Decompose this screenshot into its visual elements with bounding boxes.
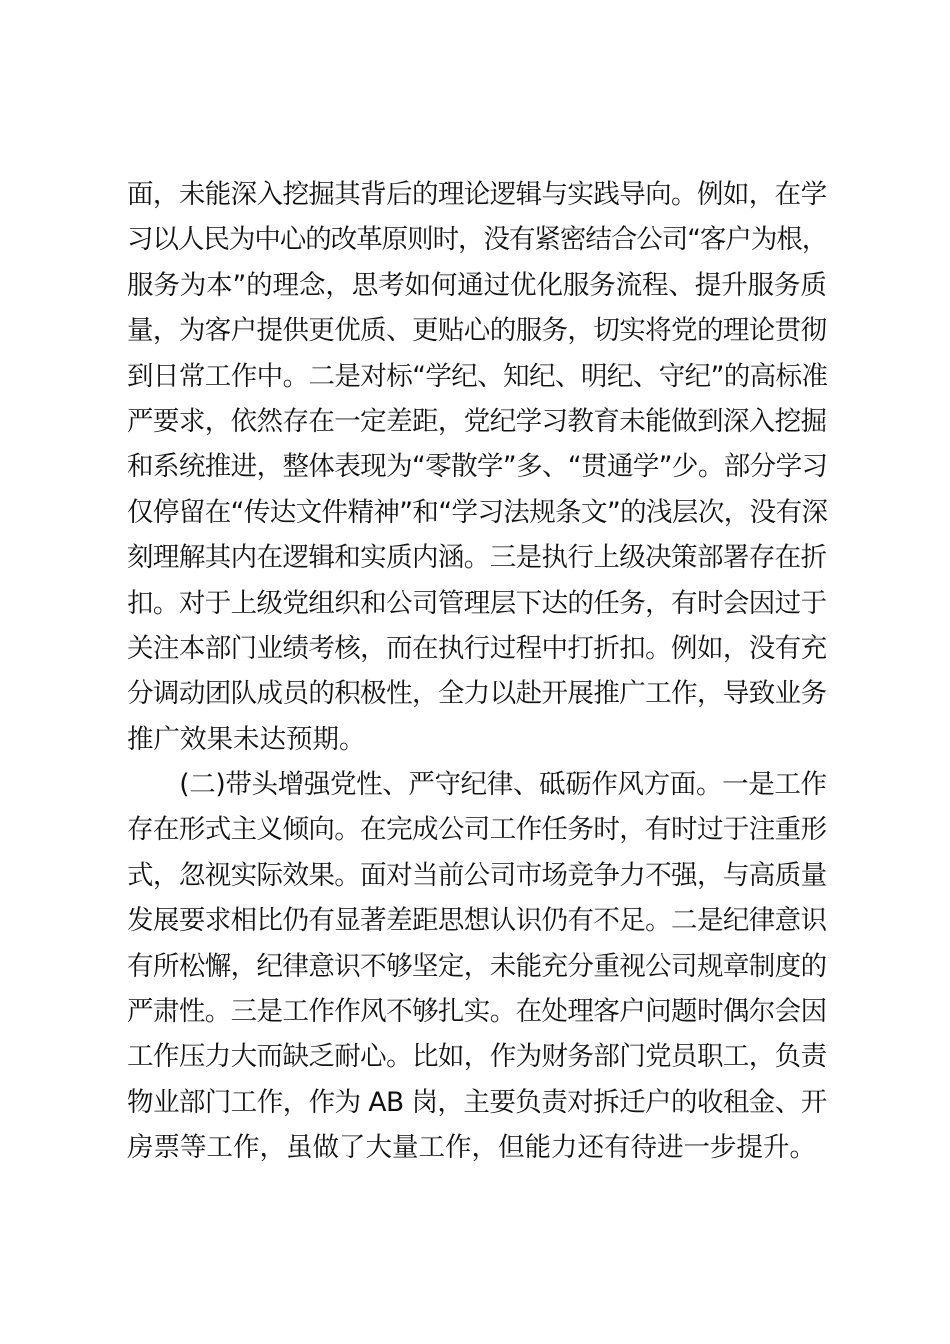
text-line: 工作压力大而缺乏耐心。比如，作为财务部门党员职工，负责 bbox=[127, 1041, 827, 1073]
text-line: 扣。对于上级党组织和公司管理层下达的任务，有时会因过于 bbox=[127, 587, 827, 619]
text-line: 严肃性。三是工作作风不够扎实。在处理客户问题时偶尔会因 bbox=[127, 996, 827, 1028]
text-line: 服务为本”的理念，思考如何通过优化服务流程、提升服务质 bbox=[127, 269, 827, 301]
text-line: 有所松懈，纪律意识不够坚定，未能充分重视公司规章制度的 bbox=[127, 950, 827, 982]
text-line: 严要求，依然存在一定差距，党纪学习教育未能做到深入挖掘 bbox=[127, 405, 827, 437]
text-line: 物业部门工作，作为 AB 岗，主要负责对拆迁户的收租金、开 bbox=[127, 1086, 827, 1118]
text-line: 习以人民为中心的改革原则时，没有紧密结合公司“客户为根， bbox=[127, 224, 828, 256]
text-line: 发展要求相比仍有显著差距思想认识仍有不足。二是纪律意识 bbox=[127, 905, 827, 937]
text-line: 关注本部门业绩考核，而在执行过程中打折扣。例如，没有充 bbox=[127, 632, 827, 664]
text-line: 式，忽视实际效果。面对当前公司市场竞争力不强，与高质量 bbox=[127, 859, 827, 891]
body-text bbox=[127, 172, 827, 1171]
text-line: 到日常工作中。二是对标“学纪、知纪、明纪、守纪”的高标准 bbox=[127, 360, 828, 392]
section-heading-line: (二)带头增强党性、严守纪律、砥砺作风方面。一是工作 bbox=[127, 769, 827, 801]
text-line: 和系统推进，整体表现为“零散学”多、“贯通学”少。部分学习 bbox=[127, 451, 828, 483]
text-line: 存在形式主义倾向。在完成公司工作任务时，有时过于注重形 bbox=[127, 814, 827, 846]
text-line: 面，未能深入挖掘其背后的理论逻辑与实践导向。例如，在学 bbox=[127, 179, 827, 210]
text-line: 仅停留在“传达文件精神”和“学习法规条文”的浅层次，没有深 bbox=[127, 496, 828, 528]
text-line: 刻理解其内在逻辑和实质内涵。三是执行上级决策部署存在折 bbox=[127, 542, 827, 574]
text-line: 房票等工作，虽做了大量工作，但能力还有待进一步提升。 bbox=[127, 1132, 816, 1164]
text-line: 分调动团队成员的积极性，全力以赴开展推广工作，导致业务 bbox=[127, 678, 827, 710]
text-line: 量，为客户提供更优质、更贴心的服务，切实将党的理论贯彻 bbox=[127, 315, 827, 347]
text-line: 推广效果未达预期。 bbox=[127, 723, 366, 755]
